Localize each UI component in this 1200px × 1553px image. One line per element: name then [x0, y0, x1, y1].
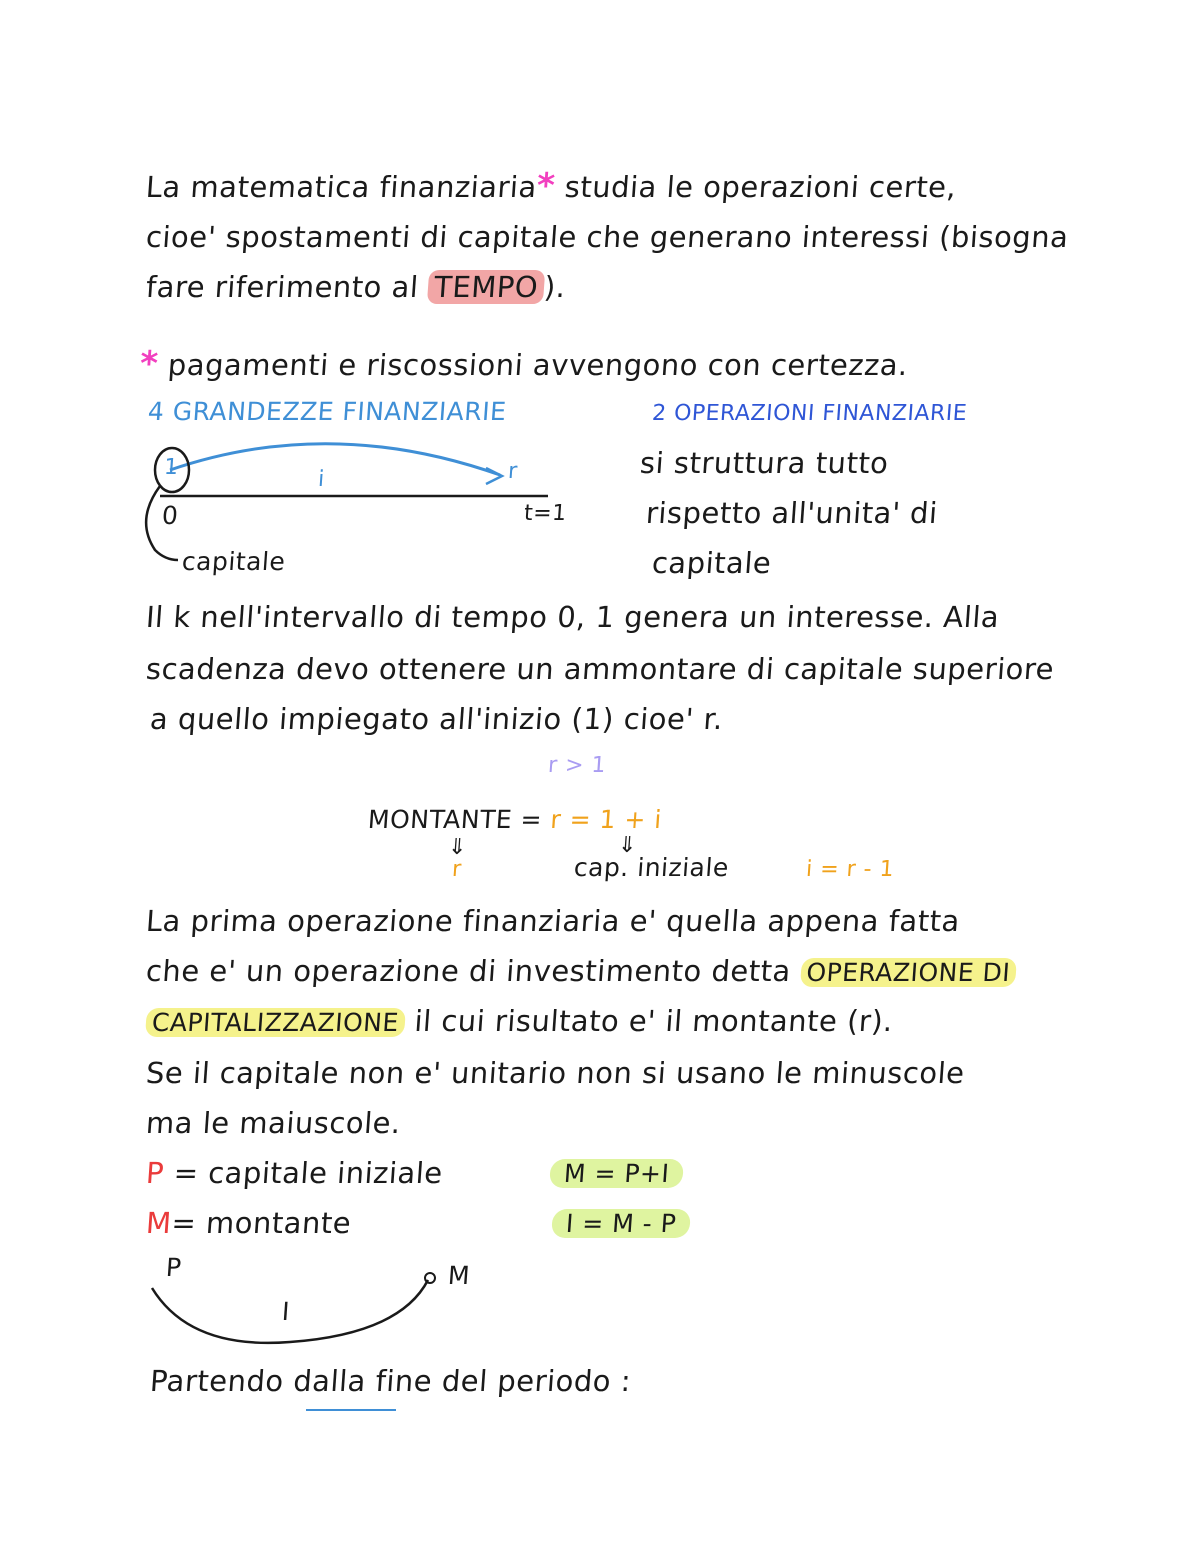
paragraph-2-line-5: ma le maiuscole.	[144, 1106, 402, 1140]
interest-arc	[170, 444, 500, 475]
pm-arc-arrow-head	[425, 1273, 435, 1283]
heading-grandezze: 4 GRANDEZZE FINANZIARIE	[147, 397, 508, 426]
capitalizzazione-highlight: CAPITALIZZAZIONE	[145, 1008, 406, 1037]
formula-m-text: M = P+I	[549, 1159, 684, 1188]
inequality: r > 1	[547, 753, 607, 778]
arc-start-label: P	[165, 1253, 183, 1282]
side-note-line-3: capitale	[650, 546, 773, 580]
formula-r-label: r	[451, 857, 463, 882]
formula-i-capital	[551, 1210, 691, 1238]
timeline-interest: i	[317, 467, 326, 492]
footnote-asterisk: *	[138, 344, 160, 384]
paragraph-2-line-3	[145, 1006, 894, 1038]
formula-line	[367, 806, 663, 834]
formula-i-capital-text: I = M - P	[551, 1209, 691, 1238]
timeline-end-time: t=1	[523, 501, 568, 526]
p-definition: = capitale iniziale	[172, 1156, 444, 1190]
montante-expression: r = 1 + i	[549, 805, 663, 834]
formula-i: i = r - 1	[805, 857, 895, 882]
tempo-highlight: TEMPO	[427, 270, 545, 304]
footnote-text: pagamenti e riscossioni avvengono con certezza.	[166, 348, 910, 382]
paragraph-1-line-2: scadenza devo ottenere un ammontare di capitale superiore	[144, 652, 1056, 686]
interest-arrow-head	[486, 468, 502, 484]
p-symbol: P	[144, 1156, 166, 1190]
paragraph-1-line-1: Il k nell'intervallo di tempo 0, 1 genera un interesse. Alla	[144, 600, 1001, 634]
paragraph-2-line-1: La prima operazione finanziaria e' quella appena fatta	[144, 904, 962, 938]
closing-line: Partendo dalla fine del periodo :	[148, 1364, 633, 1398]
paragraph-2-line-4: Se il capitale non e' unitario non si usano le minuscole	[144, 1056, 966, 1090]
paragraph-2-line-2	[145, 956, 1017, 988]
arc-end-label: M	[447, 1261, 472, 1290]
asterisk-note-marker: *	[535, 166, 557, 206]
formula-m	[549, 1160, 684, 1188]
intro-line-2: cioe' spostamenti di capitale che generano interessi (bisogna	[144, 220, 1070, 254]
m-symbol: M	[144, 1206, 173, 1240]
m-definition: = montante	[170, 1206, 353, 1240]
side-note-line-2: rispetto all'unita' di	[644, 496, 939, 530]
paragraph-2-line-3-text: il cui risultato e' il montante (r).	[413, 1004, 895, 1038]
arc-middle-label: I	[281, 1297, 291, 1326]
timeline-capital-label: capitale	[181, 547, 287, 576]
definition-p	[145, 1158, 444, 1190]
formula-cap-label: cap. iniziale	[573, 853, 730, 882]
side-note-line-1: si struttura tutto	[638, 446, 890, 480]
formula-arrow-left: ⇓	[447, 835, 468, 860]
timeline-end-value: r	[507, 459, 519, 484]
timeline-origin: 0	[161, 501, 180, 530]
paragraph-1-line-3: a quello impiegato all'inizio (1) cioe' r.	[148, 702, 725, 736]
intro-line-1-text: La matematica finanziaria	[144, 170, 539, 204]
formula-arrow-right: ⇓	[617, 833, 638, 858]
operazione-di-highlight: OPERAZIONE DI	[799, 958, 1017, 987]
paragraph-2-line-2-text: che e' un operazione di investimento detta	[144, 954, 793, 988]
heading-operazioni: 2 OPERAZIONI FINANZIARIE	[651, 401, 969, 426]
definition-m	[145, 1208, 352, 1240]
intro-line-3-post: ).	[542, 270, 567, 304]
intro-line-1-rest: studia le operazioni certe,	[563, 170, 958, 204]
timeline-start-value: 1	[163, 455, 180, 480]
montante-label: MONTANTE =	[367, 805, 544, 834]
intro-line-3-pre: fare riferimento al	[144, 270, 420, 304]
pm-arc	[152, 1280, 428, 1343]
